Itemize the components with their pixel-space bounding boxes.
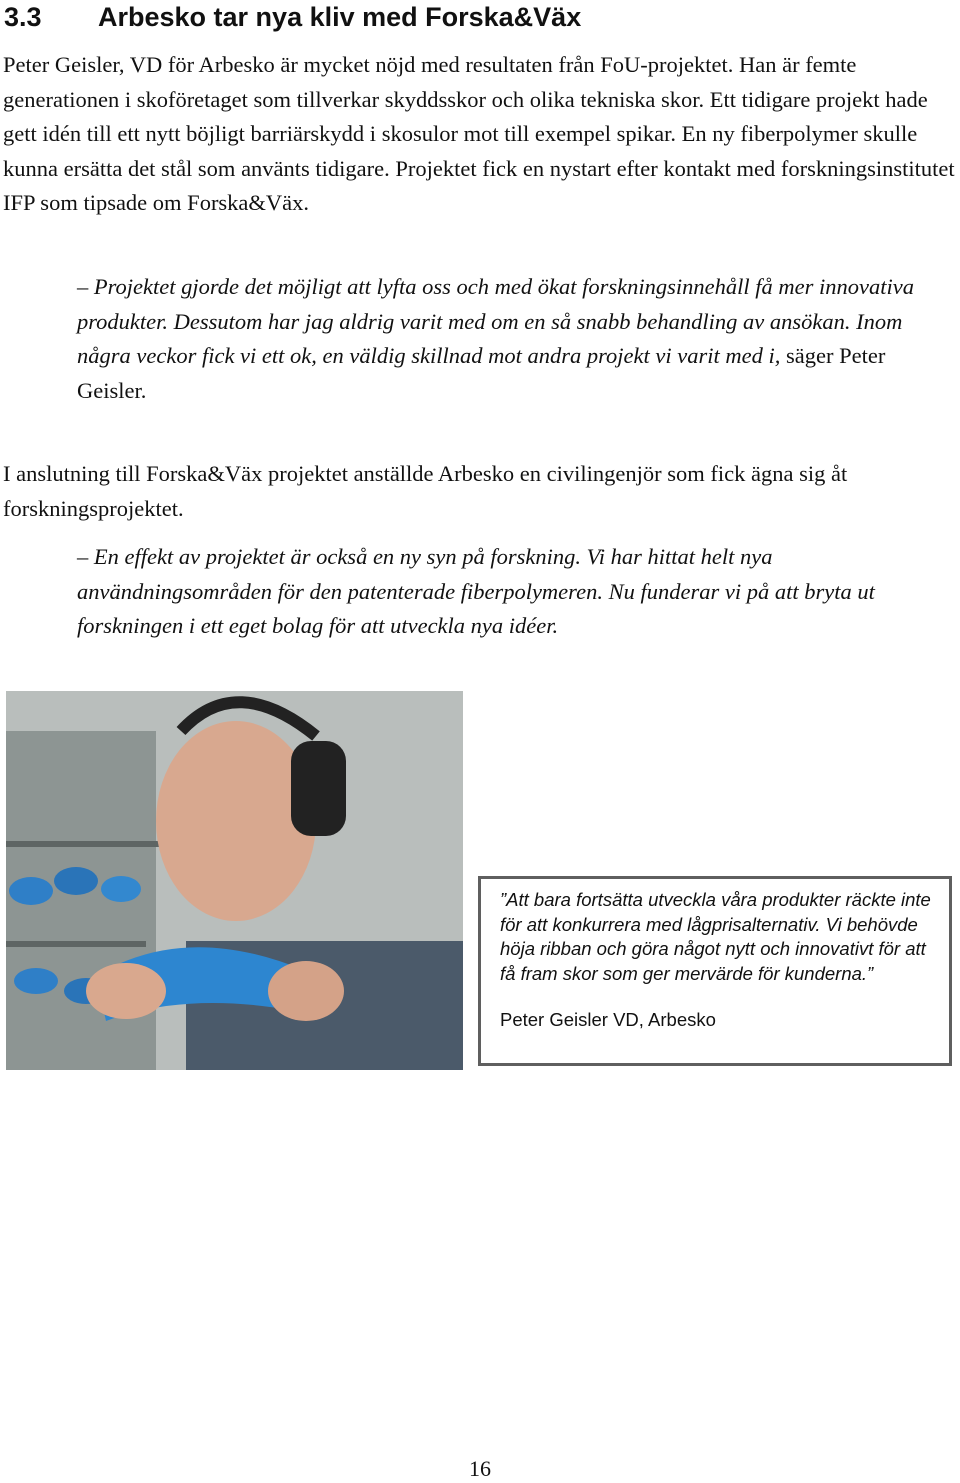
second-paragraph: I anslutning till Forska&Väx projektet anställde Arbesko en civilingenjör som fick ägna sig åt forskningsprojektet.	[3, 461, 848, 521]
quote-paragraph-1	[77, 270, 957, 408]
worker-hand-left	[86, 963, 166, 1019]
section-title: Arbesko tar nya kliv med Forska&Väx	[98, 2, 582, 32]
section-number: 3.3	[4, 2, 42, 32]
quote-2-text: – En effekt av projektet är också en ny syn på forskning. Vi har hittat helt nya användningsområden för den patenterade fiberpolymeren. Nu funderar vi på att bryta ut forskningen i ett eget bolag för att utveckla nya idéer.	[77, 544, 875, 639]
page-number: 16	[469, 1456, 491, 1481]
intro-paragraph: Peter Geisler, VD för Arbesko är mycket nöjd med resultaten från FoU-projektet. Han är femte generationen i skoföretaget som tillverkar skyddsskor och olika tekniska skor. Ett tidigare projekt hade gett idén till ett nytt böjligt barriärskydd i skosulor mot till exempel spikar. En ny fiberpolymer skulle kunna ersätta det stål som använts tidigare. Projektet fick en nystart efter kontakt med forskningsinstitutet IFP som tipsade om Forska&Väx.	[3, 52, 955, 216]
worker-hand-right	[268, 961, 344, 1021]
quote-1-attribution: säger Peter Geisler.	[77, 343, 886, 403]
quote-paragraph-2	[77, 540, 957, 644]
section-heading	[4, 0, 581, 34]
callout-attribution: Peter Geisler VD, Arbesko	[500, 1009, 716, 1030]
blue-shoe-shape	[9, 877, 53, 905]
callout-box	[478, 876, 952, 1066]
worker-photo	[6, 691, 463, 1070]
ear-protector	[291, 741, 346, 836]
quote-1-text: – Projektet gjorde det möjligt att lyfta oss och med ökat forskningsinnehåll få mer innovativa produkter. Dessutom har jag aldrig varit med om en så snabb behandling av ansökan. Inom några veckor fick vi ett ok, en väldig skillnad mot andra projekt vi varit med i,	[77, 274, 914, 369]
worker-photo-illustration	[6, 691, 463, 1070]
callout-quote: ”Att bara fortsätta utveckla våra produkter räckte inte för att konkurrera med lågprisalternativ. Vi behövde höja ribban och göra något nytt och innovativt för att få fram skor som ger mervärde för kunderna.”	[500, 889, 931, 984]
